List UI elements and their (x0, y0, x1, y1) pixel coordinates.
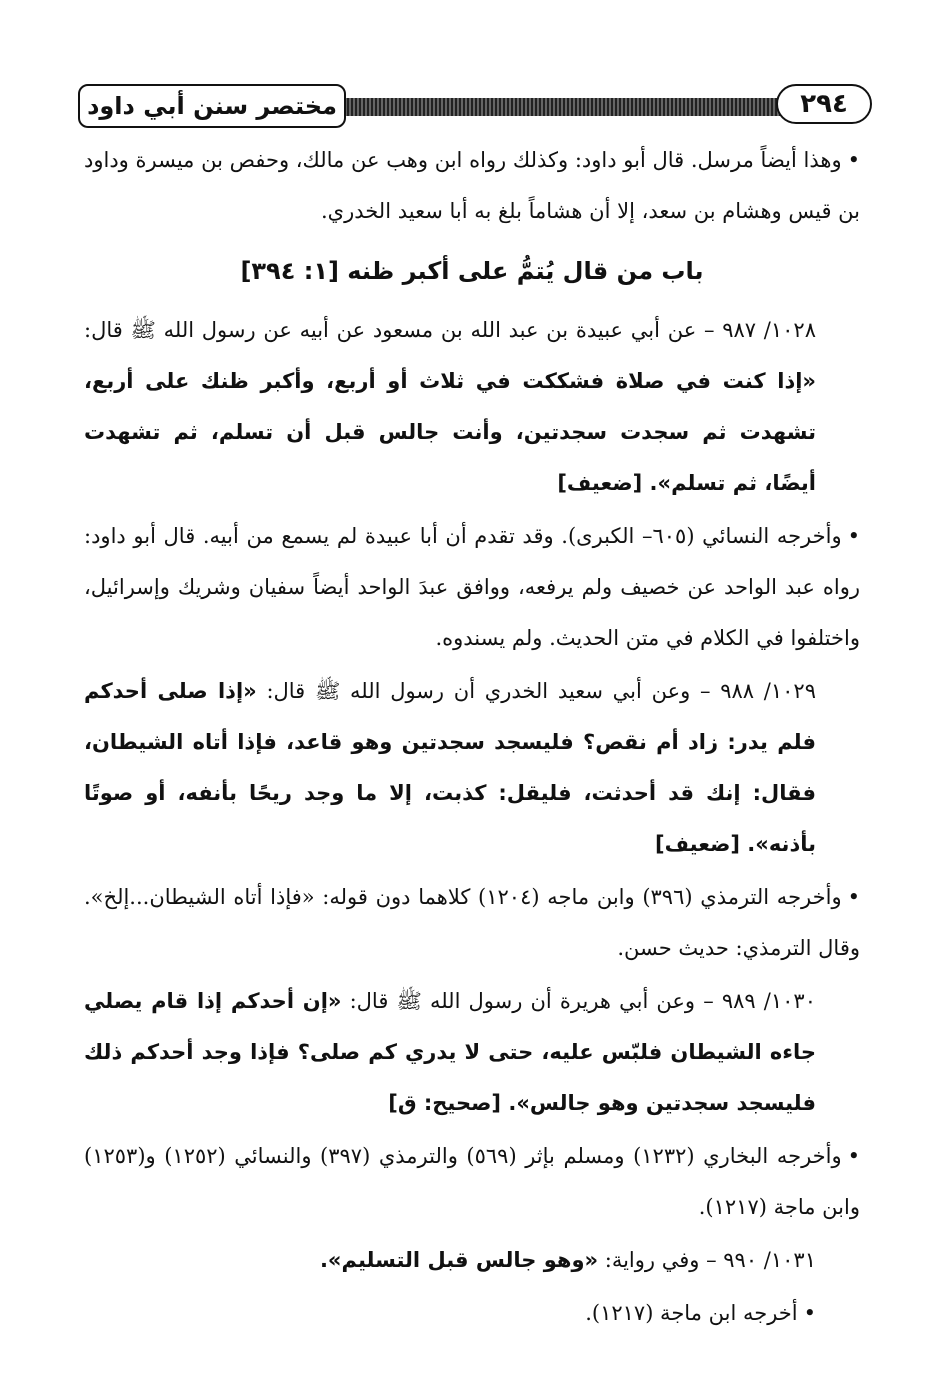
note-text: وهذا أيضاً مرسل. قال أبو داود: وكذلك رواه ابن وهب عن مالك، وحفص بن ميسرة وداود بن قيس وهشام بن سعد، إلا أن هشاماً بلغ به أبا سعيد الخدري. (84, 148, 860, 223)
note-paragraph (84, 511, 860, 664)
bullet-icon: • (803, 1301, 816, 1325)
note-text: أخرجه ابن ماجة (١٢١٧). (585, 1301, 798, 1325)
hadith-paragraph (84, 666, 860, 870)
hadith-paragraph (84, 305, 860, 509)
note-text: وأخرجه النسائي (٦٠٥– الكبرى). وقد تقدم أن أبا عبيدة لم يسمع من أبيه. قال أبو داود: رواه عبد الواحد عن خصيف ولم يرفعه، ووافق عبدَ الواحد أيضاً سفيان وشريك وإسرائيل، واختلفوا في الكلام في متن الحديث. ولم يسندوه. (84, 524, 860, 650)
page-body (84, 135, 860, 1341)
hadith-prefix: ١٠٣٠/ ٩٨٩ – وعن أبي هريرة أن رسول الله ﷺ قال: (341, 989, 816, 1013)
bullet-icon: • (847, 148, 860, 172)
hadith-matn: «إذا صلى أحدكم فلم يدر: زاد أم نقص؟ فليسجد سجدتين وهو قاعد، فإذا أتاه الشيطان، فقال: إنك قد أحدثت، فليقل: كذبت، إلا ما وجد ريحًا بأنفه، أو صوتًا بأذنه». [ضعيف] (84, 679, 816, 856)
hadith-prefix: ١٠٢٩/ ٩٨٨ – وعن أبي سعيد الخدري أن رسول الله ﷺ قال: (256, 679, 816, 703)
hadith-prefix: ١٠٣١/ ٩٩٠ – وفي رواية: (598, 1248, 816, 1272)
note-text: وأخرجه البخاري (١٢٣٢) ومسلم بإثر (٥٦٩) والترمذي (٣٩٧) والنسائي (١٢٥٢) و(١٢٥٣) وابن ماجة (١٢١٧). (84, 1144, 860, 1219)
chapter-title: باب من قال يُتمُّ على أكبر ظنه [١: ٣٩٤] (240, 257, 704, 285)
header-ornament-bar (343, 98, 804, 116)
bullet-icon: • (847, 1144, 861, 1168)
hadith-matn: «وهو جالس قبل التسليم». (319, 1248, 599, 1272)
hadith-paragraph (84, 976, 860, 1129)
note-paragraph (84, 1288, 860, 1339)
hadith-matn: «إن أحدكم إذا قام يصلي جاءه الشيطان فلبّس عليه، حتى لا يدري كم صلى؟ فإذا وجد أحدكم ذلك فليسجد سجدتين وهو جالس». [صحيح: ق] (84, 989, 816, 1115)
book-title: مختصر سنن أبي داود (78, 84, 346, 128)
note-paragraph (84, 1131, 860, 1233)
hadith-matn: «إذا كنت في صلاة فشككت في ثلاث أو أربع، وأكبر ظنك على أربع، تشهدت ثم سجدت سجدتين، وأنت جالس قبل أن تسلم، ثم تشهدت أيضًا، ثم تسلم». [ضعيف] (84, 369, 816, 495)
page-number: ٢٩٤ (776, 84, 872, 124)
note-paragraph (84, 872, 860, 974)
hadith-paragraph (84, 1235, 860, 1286)
note-paragraph (84, 135, 860, 237)
page-header (78, 82, 864, 132)
bullet-icon: • (847, 524, 860, 548)
note-text: وأخرجه الترمذي (٣٩٦) وابن ماجه (١٢٠٤) كلاهما دون قوله: «فإذا أتاه الشيطان...إلخ». وقال الترمذي: حديث حسن. (84, 885, 860, 960)
bullet-icon: • (847, 885, 860, 909)
hadith-prefix: ١٠٢٨/ ٩٨٧ – عن أبي عبيدة بن عبد الله بن مسعود عن أبيه عن رسول الله ﷺ قال: (84, 318, 816, 342)
